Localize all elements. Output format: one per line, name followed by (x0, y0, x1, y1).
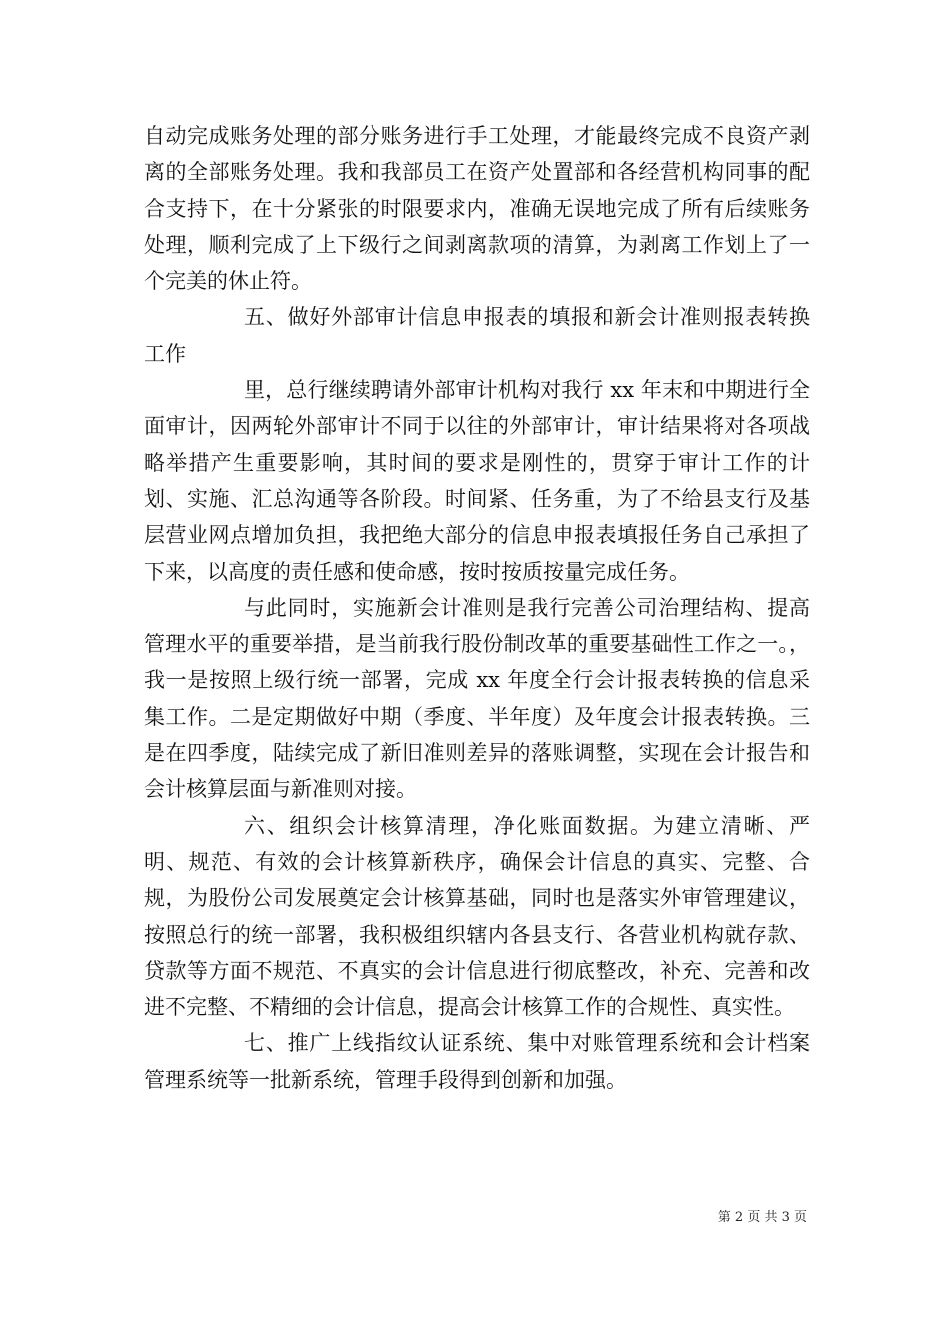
section-heading-six: 六、组织会计核算清理，净化账面数据。为建立清晰、严明、规范、有效的会计核算新秩序，确保会计信息的真实、完整、合规，为股份公司发展奠定会计核算基础，同时也是落实外审管理建议，按照总行的统一部署，我积极组织辖内各县支行、各营业机构就存款、贷款等方面不规范、不真实的会计信息进行彻底整改，补充、完善和改进不完整、不精细的会计信息，提高会计核算工作的合规性、真实性。 (144, 813, 810, 1020)
paragraph-audit: 里，总行继续聘请外部审计机构对我行 xx 年末和中期进行全面审计，因两轮外部审计不同于以往的外部审计，审计结果将对各项战略举措产生重要影响，其时间的要求是刚性的，贯穿于审计工作的计划、实施、汇总沟通等各阶段。时间紧、任务重，为了不给县支行及基层营业网点增加负担，我把绝大部分的信息申报表填报任务自己承担了下来，以高度的责任感和使命感，按时按质按量完成任务。 (144, 378, 810, 584)
document-body (144, 118, 810, 1098)
section-heading-seven: 七、推广上线指纹认证系统、集中对账管理系统和会计档案管理系统等一批新系统，管理手段得到创新和加强。 (144, 1031, 810, 1092)
page-number: 第 2 页 共 3 页 (717, 1210, 807, 1225)
paragraph-new-standards: 与此同时，实施新会计准则是我行完善公司治理结构、提高管理水平的重要举措，是当前我行股份制改革的重要基础性工作之一。，我一是按照上级行统一部署，完成 xx 年度全行会计报表转换的信息采集工作。二是定期做好中期（季度、半年度）及年度会计报表转换。三是在四季度，陆续完成了新旧准则差异的落账调整，实现在会计报告和会计核算层面与新准则对接。 (144, 595, 810, 802)
paragraph-continuation: 自动完成账务处理的部分账务进行手工处理，才能最终完成不良资产剥离的全部账务处理。我和我部员工在资产处置部和各经营机构同事的配合支持下，在十分紧张的时限要求内，准确无误地完成了所有后续账务处理，顺利完成了上下级行之间剥离款项的清算，为剥离工作划上了一个完美的休止符。 (144, 124, 810, 294)
section-heading-five: 五、做好外部审计信息申报表的填报和新会计准则报表转换工作 (144, 305, 810, 366)
